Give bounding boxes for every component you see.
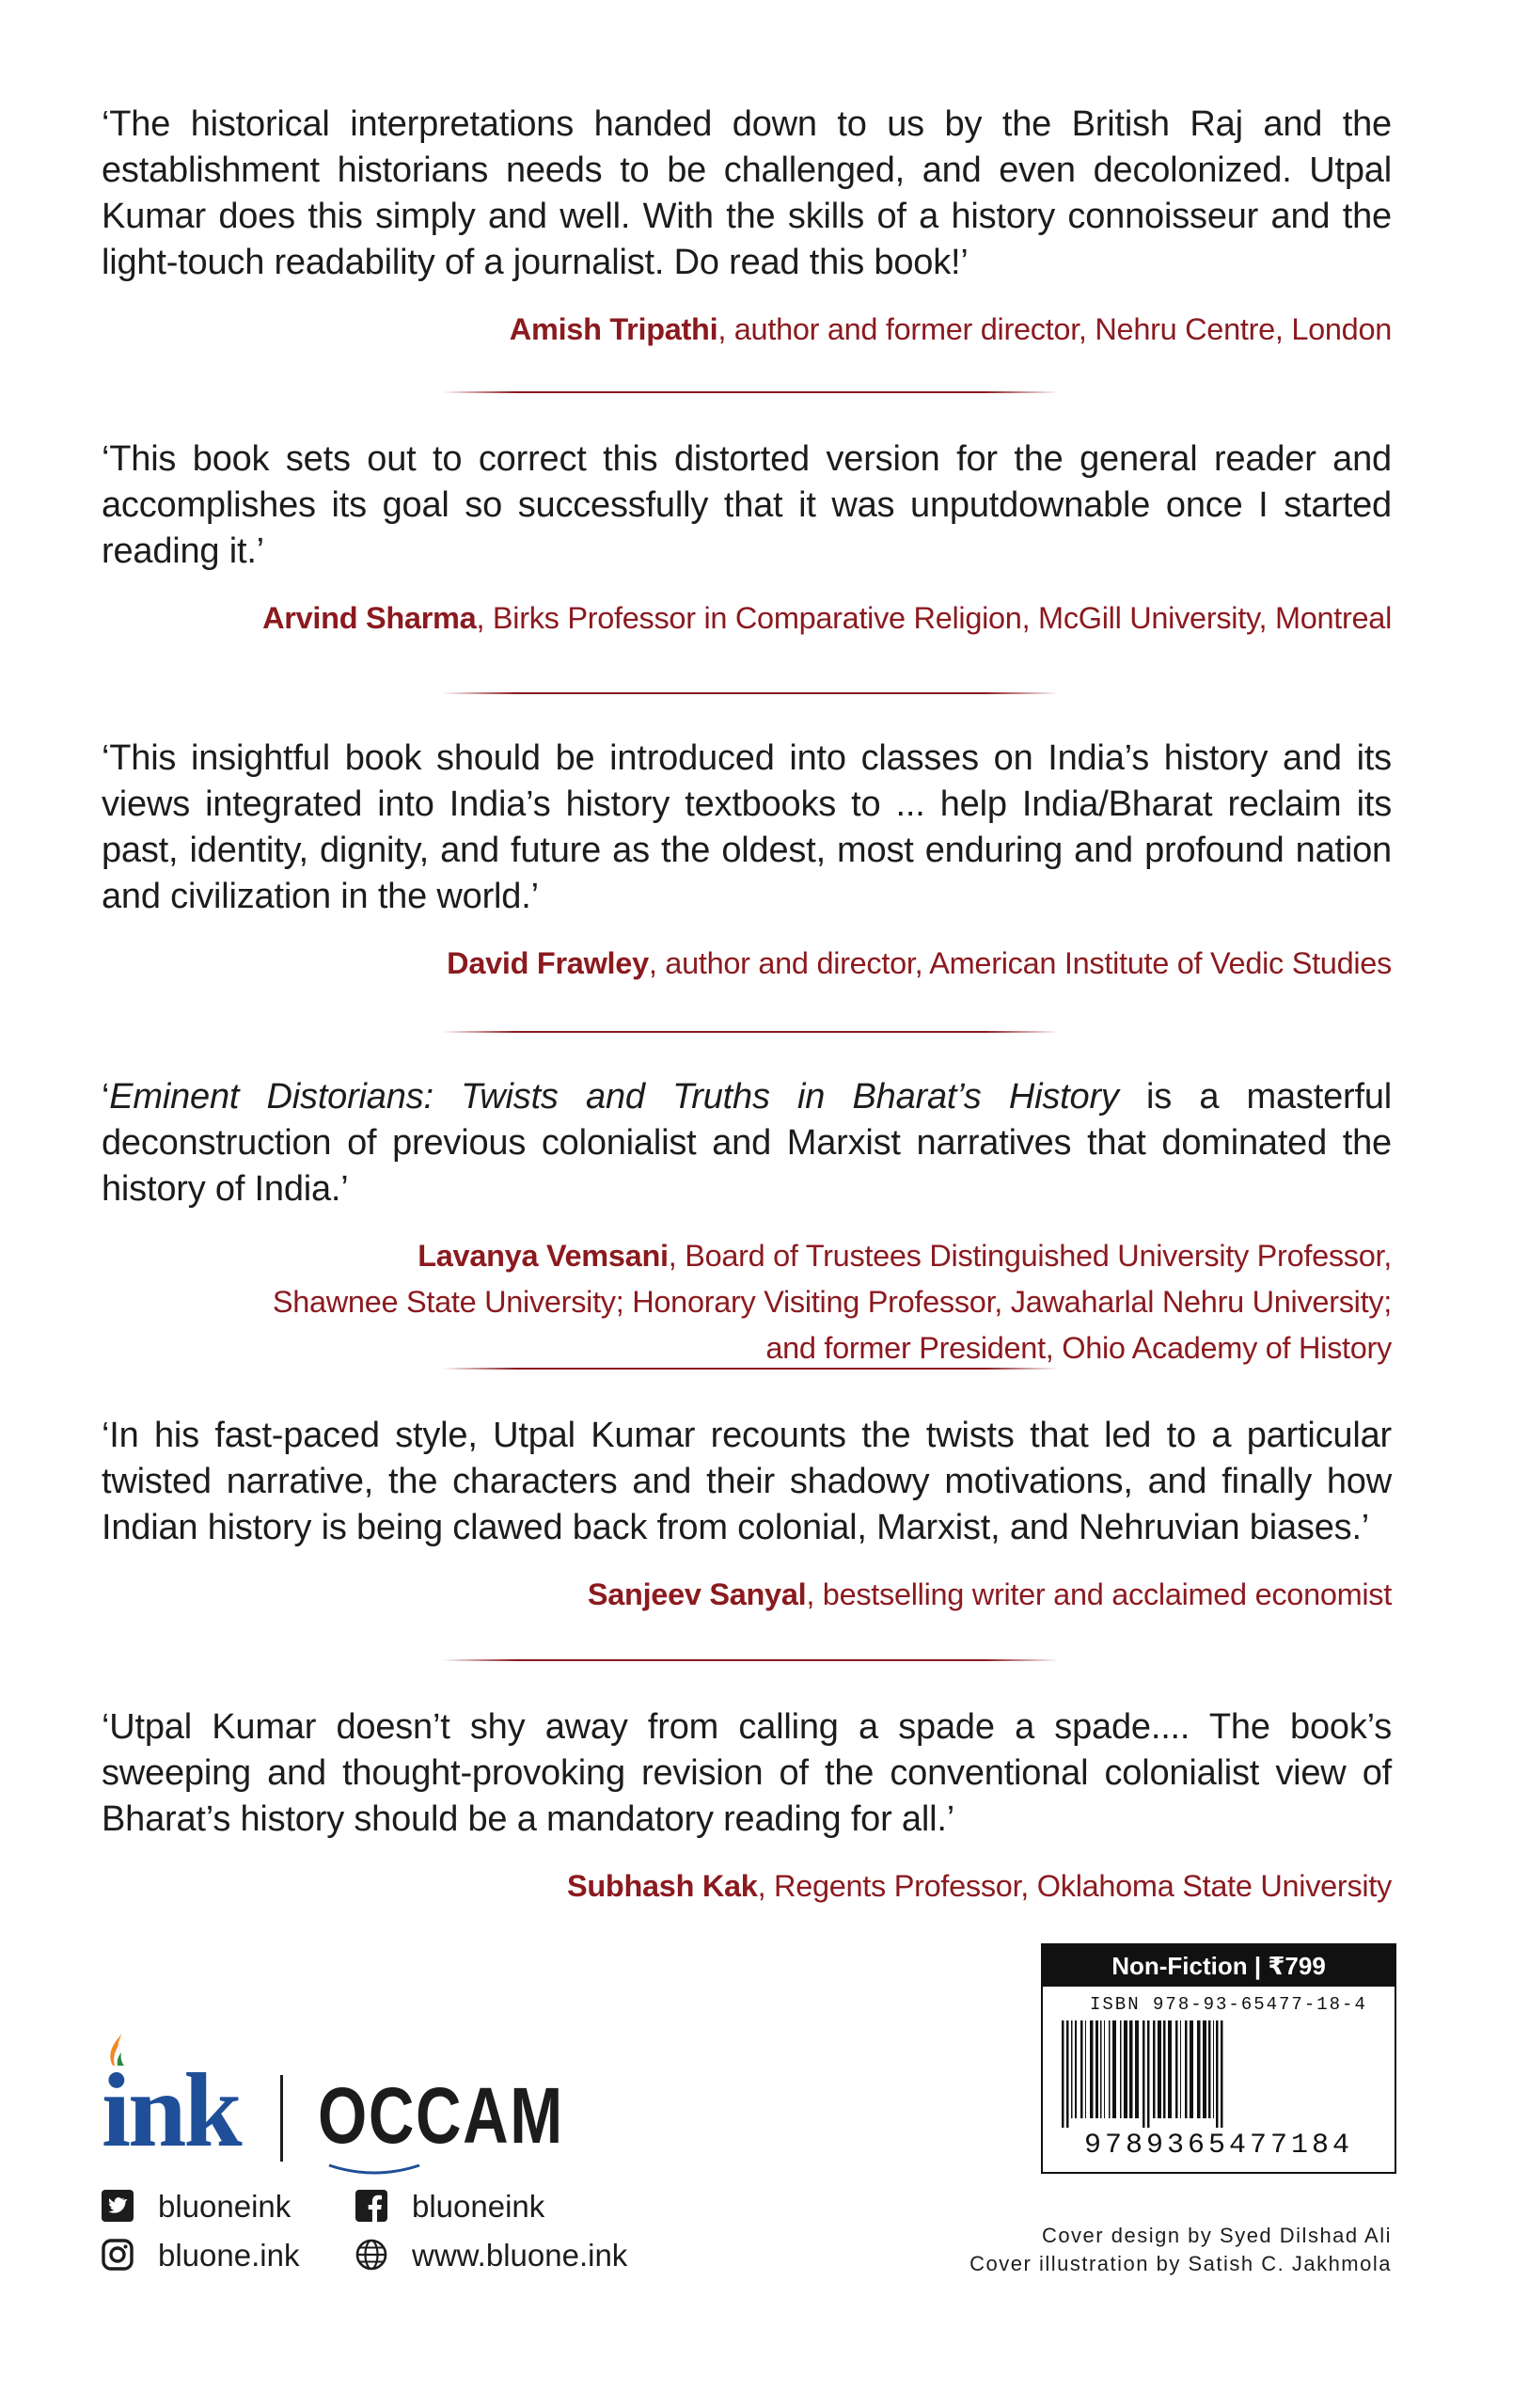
barcode-bar [1124, 2020, 1127, 2118]
globe-icon [355, 2239, 387, 2271]
blurb-author-role-line3: and former President, Ohio Academy of History [765, 1331, 1392, 1365]
price-barcode-box [1041, 1943, 1396, 2174]
barcode-bar [1147, 2020, 1150, 2128]
blurb-quote: ‘This insightful book should be introduced into classes on India’s history and its views integrated into India’s history textbooks to ... help India/Bharat reclaim its past, identity, dignity, and future as the oldest, most enduring and profound nation and civilization in the world.’ [102, 738, 1392, 916]
blurb-author-role: , Regents Professor, Oklahoma State University [757, 1869, 1392, 1903]
barcode-bar [1208, 2020, 1211, 2118]
isbn-digits: 9789365477184 [1083, 2130, 1354, 2162]
blurb-6 [102, 1704, 1392, 1909]
barcode-bar [1062, 2020, 1064, 2128]
divider [442, 1368, 1059, 1370]
barcode-bar [1109, 2020, 1111, 2118]
quote-rest: is a masterful deconstruction of previous colonialist and Marxist narratives that dominated the history of India.’ [102, 1077, 1392, 1209]
instagram-handle: bluone.ink [158, 2238, 300, 2273]
twitter-handle: bluoneink [158, 2189, 292, 2224]
blurb-attribution [102, 595, 1392, 642]
logo-separator [280, 2075, 283, 2162]
barcode-bar [1129, 2020, 1133, 2118]
book-title: Eminent Distorians: Twists and Truths in Bharat’s History [109, 1077, 1119, 1117]
divider [442, 1031, 1059, 1033]
instagram-icon [102, 2239, 134, 2271]
barcode-bar [1175, 2020, 1178, 2118]
blurb-5 [102, 1413, 1392, 1618]
divider [442, 692, 1059, 694]
barcode-bar [1104, 2020, 1105, 2118]
barcode-bar [1180, 2020, 1181, 2118]
barcode-bar [1213, 2020, 1214, 2118]
blurb-4 [102, 1074, 1392, 1371]
barcode-bar [1135, 2020, 1139, 2118]
barcode-bar [1085, 2020, 1086, 2118]
blurb-quote: ‘In his fast-paced style, Utpal Kumar recounts the twists that led to a particular twisted narrative, the characters and their shadowy motivations, and finally how Indian history is being clawed back from colonial, Marxist, and Nehruvian biases.’ [102, 1416, 1392, 1547]
barcode-bar [1216, 2020, 1219, 2128]
barcode-bar [1158, 2020, 1161, 2118]
blurb-quote: ‘This book sets out to correct this distorted version for the general reader and accomplishes its goal so successfully that it was unputdownable once I started reading it.’ [102, 439, 1392, 571]
blurb-attribution [102, 941, 1392, 987]
barcode-bar [1120, 2020, 1122, 2118]
blurb-quote [102, 1074, 1392, 1212]
isbn-label: ISBN 978-93-65477-18-4 [1090, 1994, 1367, 2015]
blurb-attribution [102, 1863, 1392, 1909]
blurb-author-role: , author and director, American Institute of Vedic Studies [648, 946, 1392, 980]
blurb-author-role: , bestselling writer and acclaimed economist [806, 1577, 1392, 1611]
barcode-bar [1163, 2020, 1166, 2118]
blurb-attribution [102, 307, 1392, 353]
barcode-bar [1095, 2020, 1098, 2118]
divider [442, 1659, 1059, 1661]
barcode [1056, 2020, 1381, 2128]
blurb-1 [102, 102, 1392, 353]
blurb-attribution [102, 1572, 1392, 1618]
ink-logo-text: ink [102, 2052, 240, 2169]
blurb-author: Amish Tripathi [509, 312, 718, 346]
barcode-bar [1190, 2020, 1193, 2118]
blurb-quote: ‘Utpal Kumar doesn’t shy away from calling a spade a spade.... The book’s sweeping and thought-provoking revision of the conventional colonialist view of Bharat’s history should be a mandatory reading for all.’ [102, 1707, 1392, 1839]
blurb-author: Sanjeev Sanyal [587, 1577, 807, 1611]
occam-logo-text: OCCAM [318, 2071, 564, 2160]
cover-illustration-credit: Cover illustration by Satish C. Jakhmola [969, 2252, 1392, 2275]
barcode-bar [1112, 2020, 1116, 2118]
barcode-bar [1066, 2020, 1069, 2128]
cover-credits [969, 2222, 1392, 2278]
barcode-bar [1168, 2020, 1172, 2118]
barcode-bar [1185, 2020, 1188, 2118]
blurb-3 [102, 736, 1392, 987]
blurb-quote: ‘The historical interpretations handed down to us by the British Raj and the establishment historians needs to be challenged, and even decolonized. Utpal Kumar does this simply and well. With the skills of a history connoisseur and the light-touch readability of a journalist. Do read this book!’ [102, 104, 1392, 282]
barcode-bar [1080, 2020, 1083, 2118]
website-url: www.bluone.ink [412, 2238, 628, 2273]
blurb-author: Lavanya Vemsani [418, 1239, 669, 1273]
blurb-author: Arvind Sharma [262, 601, 477, 635]
blurb-author-role: , Board of Trustees Distinguished University Professor, [668, 1239, 1392, 1273]
facebook-icon [355, 2190, 387, 2222]
occam-swoosh-icon [327, 2163, 421, 2178]
genre-price-label: Non-Fiction | ₹799 [1043, 1945, 1395, 1987]
barcode-bar [1153, 2020, 1156, 2118]
barcode-bar [1203, 2020, 1206, 2118]
blurb-author: Subhash Kak [566, 1869, 758, 1903]
barcode-bar [1221, 2020, 1223, 2128]
blurb-author-role-line2: Shawnee State University; Honorary Visiting Professor, Jawaharlal Nehru University; [272, 1285, 1392, 1319]
blurb-author: David Frawley [447, 946, 649, 980]
barcode-bar [1075, 2020, 1077, 2118]
cover-design-credit: Cover design by Syed Dilshad Ali [1041, 2224, 1392, 2247]
blurb-author-role: , author and former director, Nehru Centre, London [717, 312, 1392, 346]
barcode-bar [1143, 2020, 1145, 2128]
barcode-bar [1071, 2020, 1073, 2118]
blurb-attribution [102, 1233, 1392, 1371]
blurb-2 [102, 436, 1392, 642]
barcode-bar [1090, 2020, 1094, 2118]
facebook-handle: bluoneink [412, 2189, 545, 2224]
quote-open-mark: ‘ [102, 1077, 110, 1117]
twitter-icon [102, 2190, 134, 2222]
barcode-bar [1197, 2020, 1201, 2118]
barcode-bar [1100, 2020, 1102, 2118]
divider [442, 391, 1059, 393]
blurb-author-role: , Birks Professor in Comparative Religion, McGill University, Montreal [476, 601, 1392, 635]
